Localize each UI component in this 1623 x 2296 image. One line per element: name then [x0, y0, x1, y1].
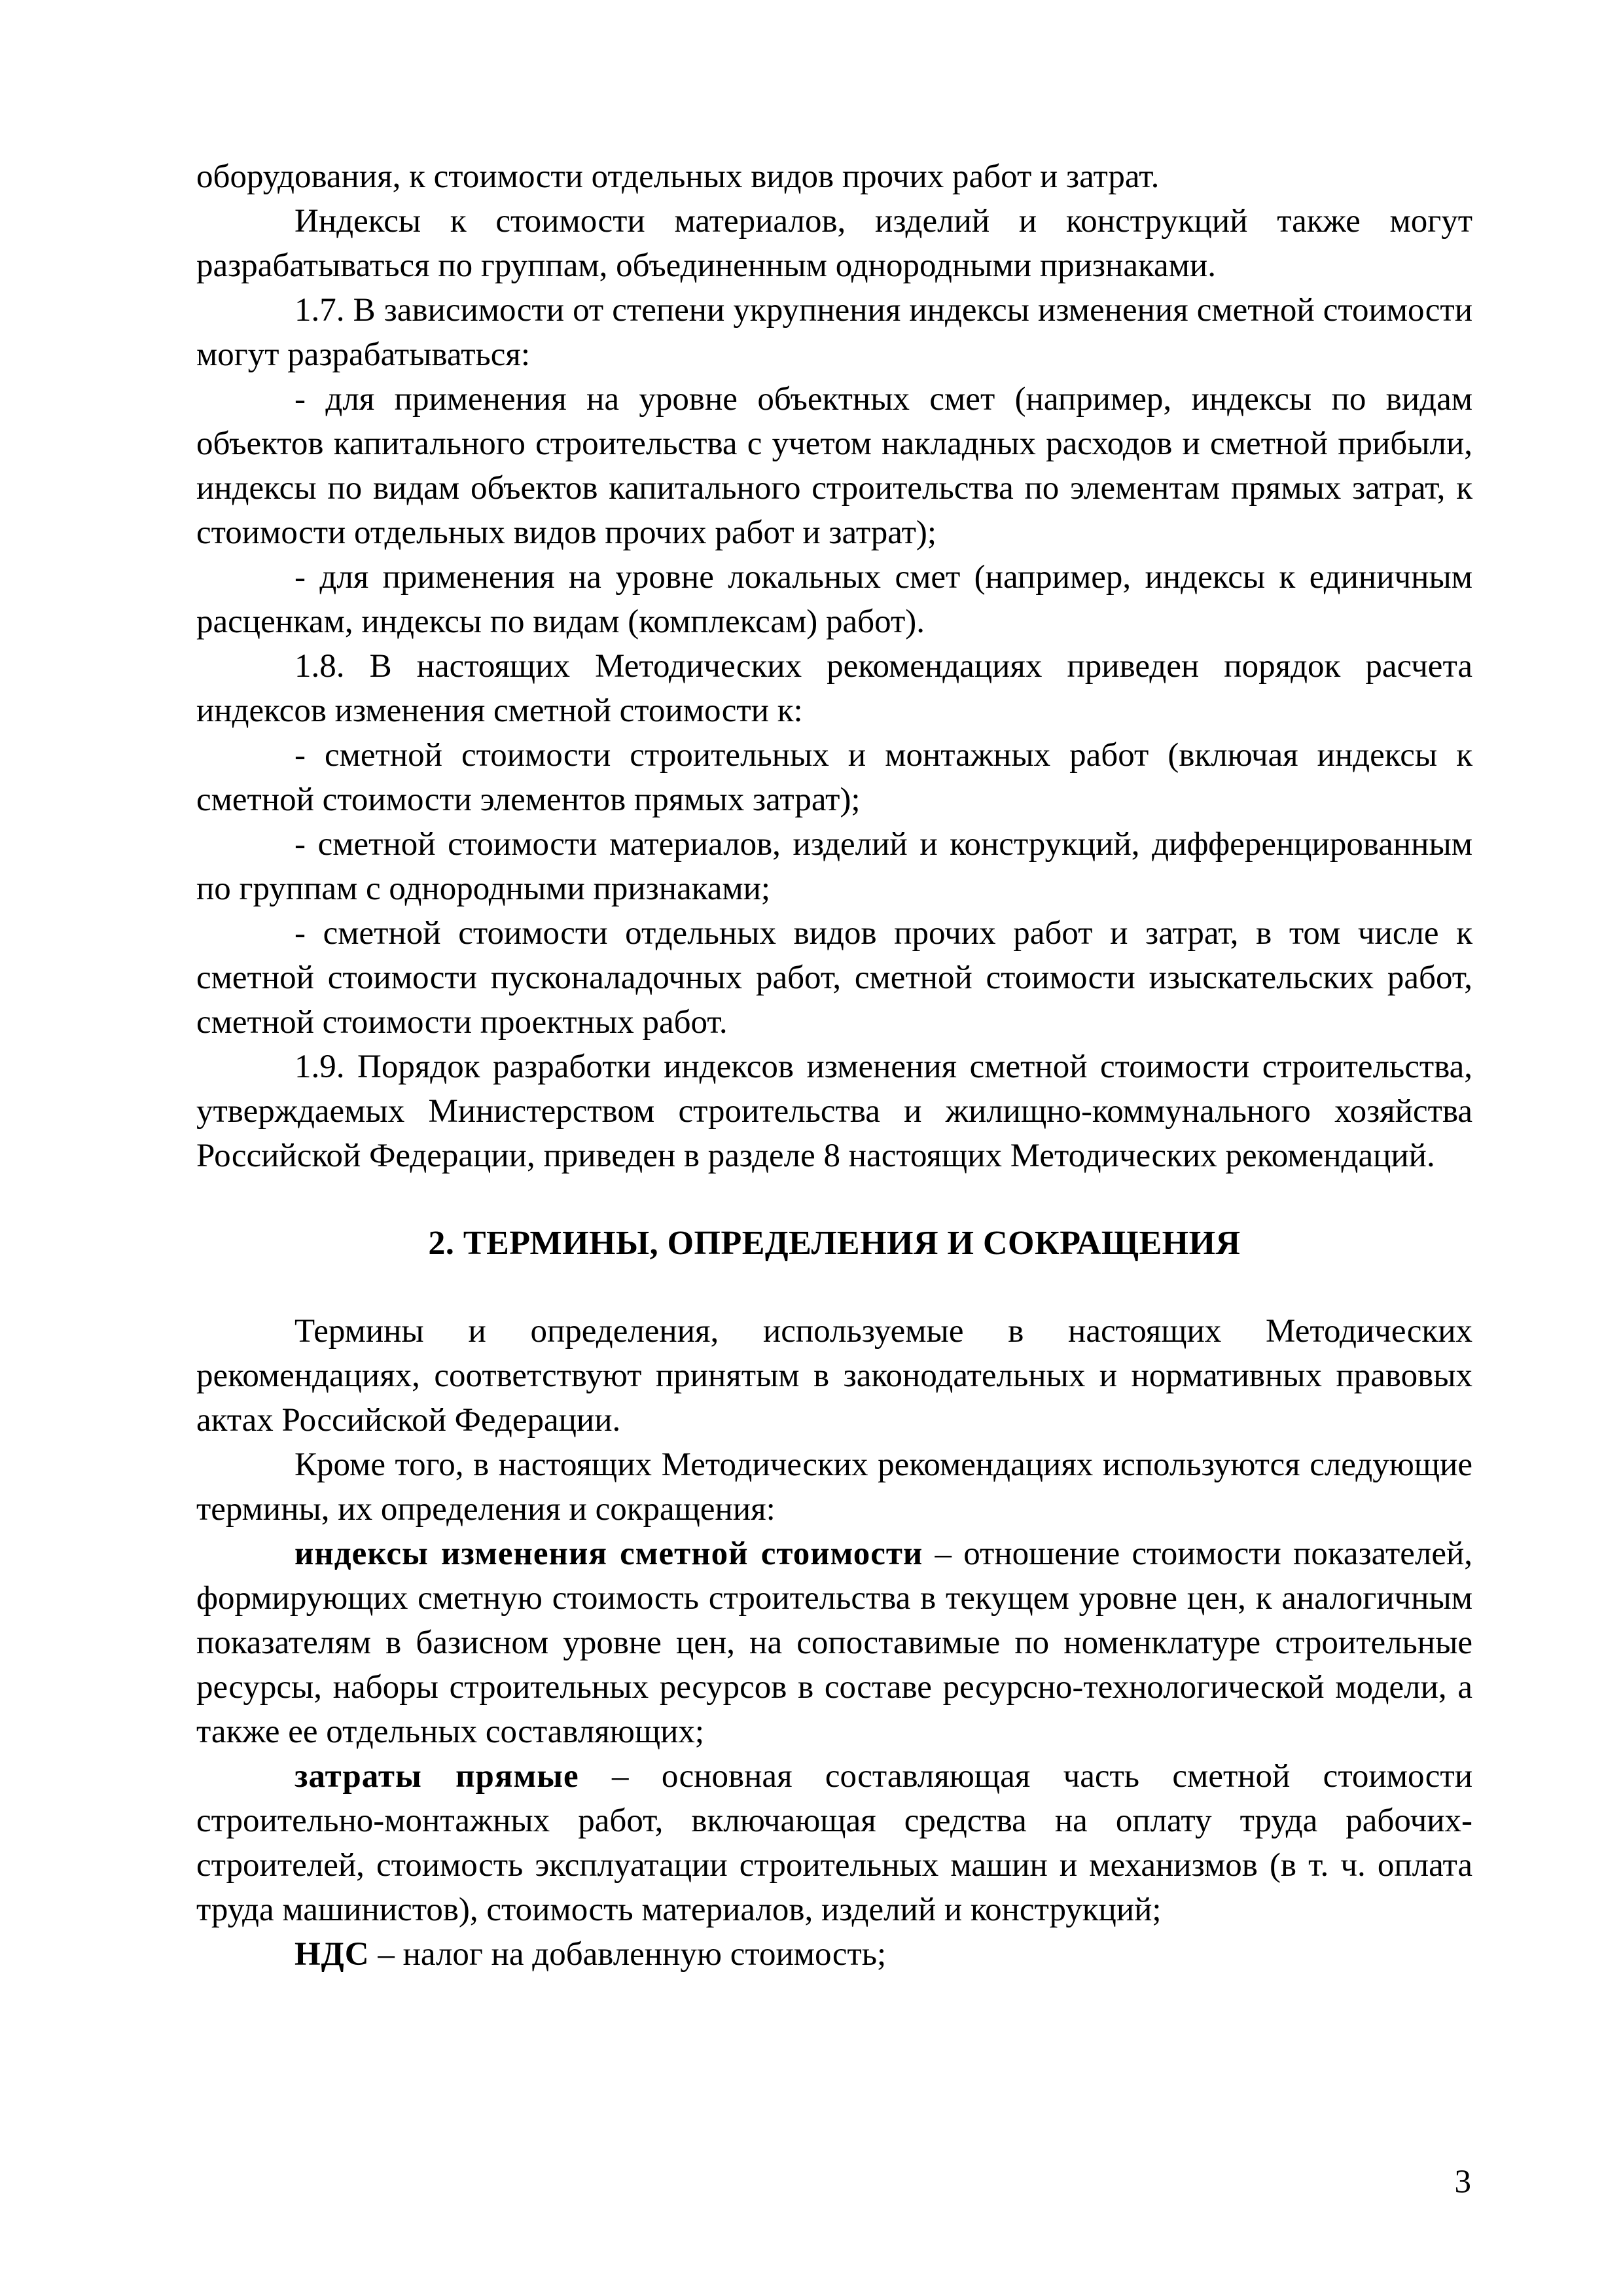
term: индексы изменения сметной стоимости	[294, 1535, 923, 1572]
list-item-local-estimates: - для применения на уровне локальных смет (например, индексы к единичным расценкам, индексы по видам (комплексам) работ).	[196, 559, 1472, 640]
term: НДС	[294, 1936, 370, 1973]
list-item-materials: - сметной стоимости материалов, изделий и конструкций, дифференцированным по группам с однородными признаками;	[196, 826, 1472, 907]
definition: – основная составляющая часть сметной стоимости строительно-монтажных работ, включающая средства на оплату труда рабочих-строителей, стоимость эксплуатации строительных машин и механизмов (в т. ч. оплата труда машинистов), стоимость материалов, изделий и конструкций;	[196, 1758, 1472, 1928]
section-heading: 2. ТЕРМИНЫ, ОПРЕДЕЛЕНИЯ И СОКРАЩЕНИЯ	[428, 1225, 1241, 1262]
paragraph-continuation: оборудования, к стоимости отдельных видов прочих работ и затрат.	[196, 158, 1160, 195]
definition: – отношение стоимости показателей, формирующих сметную стоимость строительства в текущем уровне цен, к аналогичным показателям в базисном уровне цен, на сопоставимые по номенклатуре строительные ресурсы, наборы строительных ресурсов в составе ресурсно-технологической модели, а также ее отдельных составляющих;	[196, 1535, 1472, 1750]
paragraph-1-8: 1.8. В настоящих Методических рекомендациях приведен порядок расчета индексов изменения сметной стоимости к:	[196, 648, 1472, 729]
paragraph-terms-list-intro: Кроме того, в настоящих Методических рекомендациях используются следующие термины, их определения и сокращения:	[196, 1446, 1472, 1528]
paragraph-1-7: 1.7. В зависимости от степени укрупнения индексы изменения сметной стоимости могут разрабатываться:	[196, 292, 1472, 373]
term: затраты прямые	[294, 1758, 579, 1795]
term-definition	[196, 1932, 1472, 1977]
paragraph-terms-intro: Термины и определения, используемые в настоящих Методических рекомендациях, соответствуют принятым в законодательных и нормативных правовых актах Российской Федерации.	[196, 1313, 1472, 1439]
term-definition	[196, 1532, 1472, 1754]
list-item-object-estimates: - для применения на уровне объектных смет (например, индексы по видам объектов капитального строительства с учетом накладных расходов и сметной прибыли, индексы по видам объектов капитального строительства по элементам прямых затрат, к стоимости отдельных видов прочих работ и затрат);	[196, 381, 1472, 551]
page-body	[196, 154, 1472, 1977]
list-item-construction-works: - сметной стоимости строительных и монтажных работ (включая индексы к сметной стоимости элементов прямых затрат);	[196, 737, 1472, 818]
paragraph-materials-indices: Индексы к стоимости материалов, изделий и конструкций также могут разрабатываться по группам, объединенным однородными признаками.	[196, 203, 1472, 284]
definition: – налог на добавленную стоимость;	[369, 1936, 887, 1973]
page-number: 3	[1454, 2164, 1471, 2200]
term-definition	[196, 1754, 1472, 1932]
list-item-other-works: - сметной стоимости отдельных видов прочих работ и затрат, в том числе к сметной стоимости пусконаладочных работ, сметной стоимости изыскательских работ, сметной стоимости проектных работ.	[196, 915, 1472, 1041]
paragraph-1-9: 1.9. Порядок разработки индексов изменения сметной стоимости строительства, утверждаемых Министерством строительства и жилищно-коммунального хозяйства Российской Федерации, приведен в разделе 8 настоящих Методических рекомендаций.	[196, 1049, 1472, 1174]
